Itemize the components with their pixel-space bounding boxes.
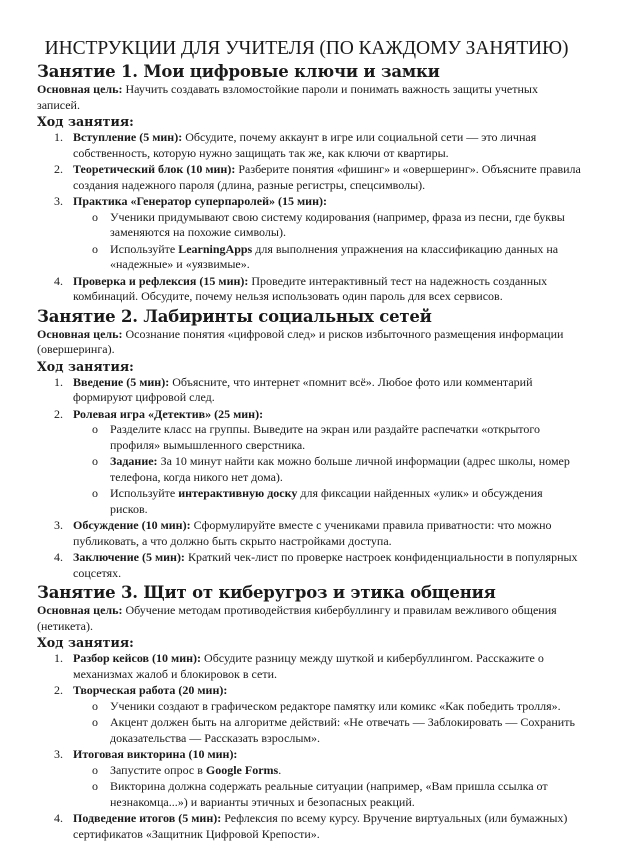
step-title: Ролевая игра «Детектив» (25 мин): bbox=[73, 406, 264, 421]
step-text: Обсудите, почему аккаунт в игре или социальной сети — это личная собственность, которую нужно защищать так же, как ключи от квартиры. bbox=[73, 130, 537, 160]
sub-bold: LearningApps bbox=[178, 241, 253, 256]
steps-list bbox=[37, 651, 582, 842]
sub-text: За 10 минут найти как можно больше личной информации (адрес школы, номер телефона, когда никого нет дома). bbox=[110, 454, 570, 484]
bullet-icon: o bbox=[92, 209, 98, 224]
step-title: Итоговая викторина (10 мин): bbox=[73, 747, 238, 761]
sub-text: Викторина должна содержать реальные ситуации (например, «Вам пришла ссылка от незнакомца...») и варианты этичных и безопасных реакций. bbox=[110, 779, 548, 809]
step-text: Разберите понятия «фишинг» и «овершеринг». Объясните правила создания надежного пароля (длина, разные регистры, спецсимволы). bbox=[73, 162, 581, 192]
step-number: 3. bbox=[54, 518, 63, 532]
step-number: 4. bbox=[54, 273, 63, 288]
bullet-icon: o bbox=[92, 779, 98, 793]
step-text: Краткий чек-лист по проверке настроек конфиденциальности в популярных соцсетях. bbox=[73, 550, 578, 580]
sub-item bbox=[73, 422, 582, 453]
step-text: Объясните, что интернет «помнит всё». Любое фото или комментарий формируют цифровой след. bbox=[73, 374, 533, 404]
step-number: 4. bbox=[54, 550, 63, 564]
step-item bbox=[37, 407, 582, 518]
sub-item bbox=[73, 242, 582, 273]
step-text: Проведите интерактивный тест на надежность созданных комбинаций. Обсудите, почему нельзя использовать один пароль для всех сервисов. bbox=[73, 273, 548, 303]
step-title: Разбор кейсов (10 мин): bbox=[73, 651, 202, 665]
step-item bbox=[37, 811, 582, 842]
sub-list bbox=[73, 763, 582, 811]
bullet-icon: o bbox=[92, 715, 98, 729]
document-page bbox=[37, 37, 582, 843]
goal-label: Основная цель: bbox=[37, 603, 123, 617]
step-title: Подведение итогов (5 мин): bbox=[73, 811, 222, 825]
sub-item bbox=[73, 486, 582, 517]
step-title: Введение (5 мин): bbox=[73, 374, 170, 389]
sub-item bbox=[73, 779, 582, 810]
bullet-icon: o bbox=[92, 241, 98, 256]
steps-list bbox=[37, 130, 582, 305]
step-item bbox=[37, 518, 582, 549]
step-item bbox=[37, 375, 582, 406]
progress-heading: Ход занятия: bbox=[37, 114, 134, 129]
sub-item bbox=[73, 715, 582, 746]
lesson-1 bbox=[37, 61, 582, 305]
bullet-icon: o bbox=[92, 454, 98, 468]
sub-list bbox=[73, 422, 582, 517]
steps-list bbox=[37, 375, 582, 582]
lesson-heading: Занятие 1. Мои цифровые ключи и замки bbox=[37, 62, 440, 81]
sub-text: Акцент должен быть на алгоритме действий: «Не отвечать — Заблокировать — Сохранить доказательства — Рассказать взрослым». bbox=[110, 715, 575, 745]
step-item bbox=[37, 550, 582, 581]
lesson-heading: Занятие 3. Щит от киберугроз и этика общения bbox=[37, 583, 496, 602]
progress-heading: Ход занятия: bbox=[37, 635, 134, 650]
lesson-goal bbox=[37, 327, 582, 358]
sub-text: Разделите класс на группы. Выведите на экран или раздайте распечатки «открытого профиля» вымышленного сверстника. bbox=[110, 422, 540, 452]
step-item bbox=[37, 747, 582, 810]
step-title: Заключение (5 мин): bbox=[73, 550, 185, 564]
step-number: 1. bbox=[54, 130, 63, 144]
step-title: Проверка и рефлексия (15 мин): bbox=[73, 273, 249, 288]
step-item bbox=[37, 274, 582, 305]
step-title: Творческая работа (20 мин): bbox=[73, 683, 228, 697]
sub-text: Ученики придумывают свою систему кодирования (например, фраза из песни, где буквы заменяются на похожие символы). bbox=[110, 209, 565, 239]
sub-text: Запустите опрос в bbox=[110, 762, 206, 777]
step-number: 1. bbox=[54, 374, 63, 389]
step-number: 3. bbox=[54, 747, 63, 761]
goal-text: Обучение методам противодействия кибербуллингу и правилам вежливого общения (нетикета). bbox=[37, 603, 557, 633]
sub-item bbox=[73, 454, 582, 485]
sub-text: Используйте bbox=[110, 241, 179, 256]
step-title: Теоретический блок (10 мин): bbox=[73, 162, 236, 176]
step-number: 2. bbox=[54, 162, 63, 176]
step-item bbox=[37, 130, 582, 161]
step-item bbox=[37, 651, 582, 682]
sub-list bbox=[73, 210, 582, 273]
step-text: Сформулируйте вместе с учениками правила приватности: что можно публиковать, а что должно быть скрыто настройками доступа. bbox=[73, 518, 552, 548]
sub-text: для выполнения упражнения на классификацию данных на «надежные» и «уязвимые». bbox=[110, 241, 559, 271]
goal-label: Основная цель: bbox=[37, 326, 123, 341]
sub-text: . bbox=[278, 762, 282, 777]
step-number: 3. bbox=[54, 194, 63, 208]
lesson-2 bbox=[37, 306, 582, 582]
goal-label: Основная цель: bbox=[37, 82, 123, 96]
lesson-goal bbox=[37, 82, 582, 113]
step-item bbox=[37, 683, 582, 746]
sub-list bbox=[73, 699, 582, 747]
lesson-3 bbox=[37, 582, 582, 842]
sub-text: для фиксации найденных «улик» и обсуждения рисков. bbox=[110, 486, 543, 516]
progress-heading: Ход занятия: bbox=[37, 358, 134, 374]
lesson-goal bbox=[37, 603, 582, 634]
document-title: ИНСТРУКЦИИ ДЛЯ УЧИТЕЛЯ (ПО КАЖДОМУ ЗАНЯТИЮ) bbox=[44, 38, 569, 59]
step-title: Обсуждение (10 мин): bbox=[73, 518, 191, 532]
bullet-icon: o bbox=[92, 422, 98, 436]
step-number: 1. bbox=[54, 651, 63, 665]
sub-text: Ученики создают в графическом редакторе памятку или комикс «Как победить тролля». bbox=[110, 698, 561, 713]
goal-text: Осознание понятия «цифровой след» и рисков избыточного размещения информации (овершеринга). bbox=[37, 326, 564, 356]
sub-bold: Задание: bbox=[110, 454, 158, 468]
step-item bbox=[37, 194, 582, 273]
step-item bbox=[37, 162, 582, 193]
bullet-icon: o bbox=[92, 486, 98, 500]
step-text: Обсудите разницу между шуткой и кибербуллингом. Расскажите о механизмах жалоб и блокировок в сети. bbox=[73, 651, 544, 681]
sub-item bbox=[73, 210, 582, 241]
step-number: 2. bbox=[54, 406, 63, 421]
sub-bold: Google Forms bbox=[205, 762, 279, 777]
bullet-icon: o bbox=[92, 762, 98, 777]
sub-bold: интерактивную доску bbox=[178, 486, 298, 500]
step-title: Вступление (5 мин): bbox=[73, 130, 183, 144]
step-title: Практика «Генератор суперпаролей» (15 мин): bbox=[73, 194, 327, 208]
lesson-heading: Занятие 2. Лабиринты социальных сетей bbox=[37, 306, 432, 326]
step-number: 4. bbox=[54, 811, 63, 825]
sub-text: Используйте bbox=[110, 486, 179, 500]
sub-item bbox=[73, 763, 582, 779]
sub-item bbox=[73, 699, 582, 715]
step-text: Рефлексия по всему курсу. Вручение виртуальных (или бумажных) сертификатов «Защитник Цифровой Крепости». bbox=[73, 811, 568, 841]
goal-text: Научить создавать взломостойкие пароли и понимать важность защиты учетных записей. bbox=[37, 82, 538, 112]
bullet-icon: o bbox=[92, 698, 98, 713]
step-number: 2. bbox=[54, 683, 63, 697]
